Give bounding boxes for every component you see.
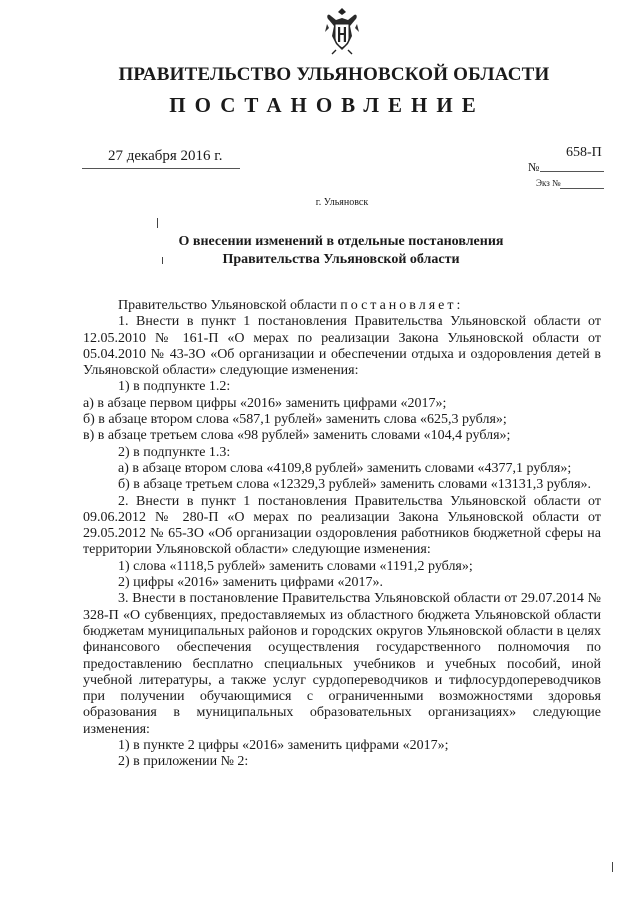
paragraph: а) в абзаце первом цифры «2016» заменить цифрами «2017»; (83, 395, 447, 411)
document-type: ПОСТАНОВЛЕНИЕ (169, 93, 485, 117)
paragraph: в) в абзаце третьем слова «98 рублей» заменить словами «104,4 рубля»; (83, 428, 511, 444)
intro-paragraph (83, 298, 601, 314)
paragraph: 1. Внести в пункт 1 постановления Правительства Ульяновской области от 12.05.2010 № 161-П «О мерах по реализации Закона Ульяновской области от 05.04.2010 № 43-ЗО «Об организации и обеспечении отдыха и оздоровления детей в Ульяновской области» следующие изменения: (83, 314, 601, 379)
coat-of-arms-icon (324, 6, 360, 56)
paragraph: а) в абзаце втором слова «4109,8 рублей» заменить словами «4377,1 рубля»; (118, 460, 572, 476)
title-line: Правительства Ульяновской области (222, 252, 460, 267)
paragraph: 2) в приложении № 2: (118, 754, 249, 770)
tick-mark (612, 862, 613, 872)
paragraph: 2) цифры «2016» заменить цифрами «2017». (118, 575, 384, 591)
paragraph: б) в абзаце втором слова «587,1 рублей» заменить слова «625,3 рубля»; (83, 412, 507, 428)
city: г. Ульяновск (315, 197, 369, 208)
paragraph: 2) в подпункте 1.3: (118, 444, 231, 460)
paragraph: 1) в подпункте 1.2: (118, 379, 231, 395)
title-line: О внесении изменений в отдельные постановления (178, 234, 504, 249)
number-underline (540, 171, 604, 172)
paragraph: 2. Внести в пункт 1 постановления Правительства Ульяновской области от 09.06.2012 № 280-П «О мерах по реализации Закона Ульяновской области от 29.05.2012 № 65-ЗО «Об организации оздоровления работников бюджетной сферы на территории Ульяновской области» следующие изменения: (83, 493, 601, 558)
number-sign: № (528, 160, 540, 174)
paragraph: б) в абзаце третьем слова «12329,3 рублей» заменить словами «13131,3 рубля». (118, 477, 592, 493)
paragraph: 3. Внести в постановление Правительства Ульяновской области от 29.07.2014 № 328-П «О субвенциях, предоставляемых из областного бюджета Ульяновской области бюджетам муниципальных районов и городских округов Ульяновской области в целях финансового обеспечения осуществления государственного полномочия по предоставлению бесплатно специальных учебников и учебных пособий, иной учебной литературы, а также услуг сурдопереводчиков и тифлосурдопереводчиков при получении обучающимися с ограниченными возможностями здоровья образования в муниципальных образовательных организациях» следующие изменения: (83, 591, 601, 737)
document-body (83, 298, 601, 771)
date-underline (82, 168, 240, 169)
intro-spaced-word: постановляет: (340, 298, 464, 313)
copy-number-label: Экз № (536, 178, 561, 188)
document-title (0, 233, 640, 269)
intro-text: Правительство Ульяновской области (118, 298, 341, 313)
tick-mark (157, 218, 158, 228)
document-date: 27 декабря 2016 г. (108, 148, 223, 164)
organization-name: ПРАВИТЕЛЬСТВО УЛЬЯНОВСКОЙ ОБЛАСТИ (118, 64, 550, 85)
copy-number-underline (560, 188, 604, 189)
paragraph: 1) слова «1118,5 рублей» заменить словами «1191,2 рубля»; (118, 558, 473, 574)
paragraph: 1) в пункте 2 цифры «2016» заменить цифрами «2017»; (118, 738, 449, 754)
document-number: 658-П (566, 145, 602, 160)
